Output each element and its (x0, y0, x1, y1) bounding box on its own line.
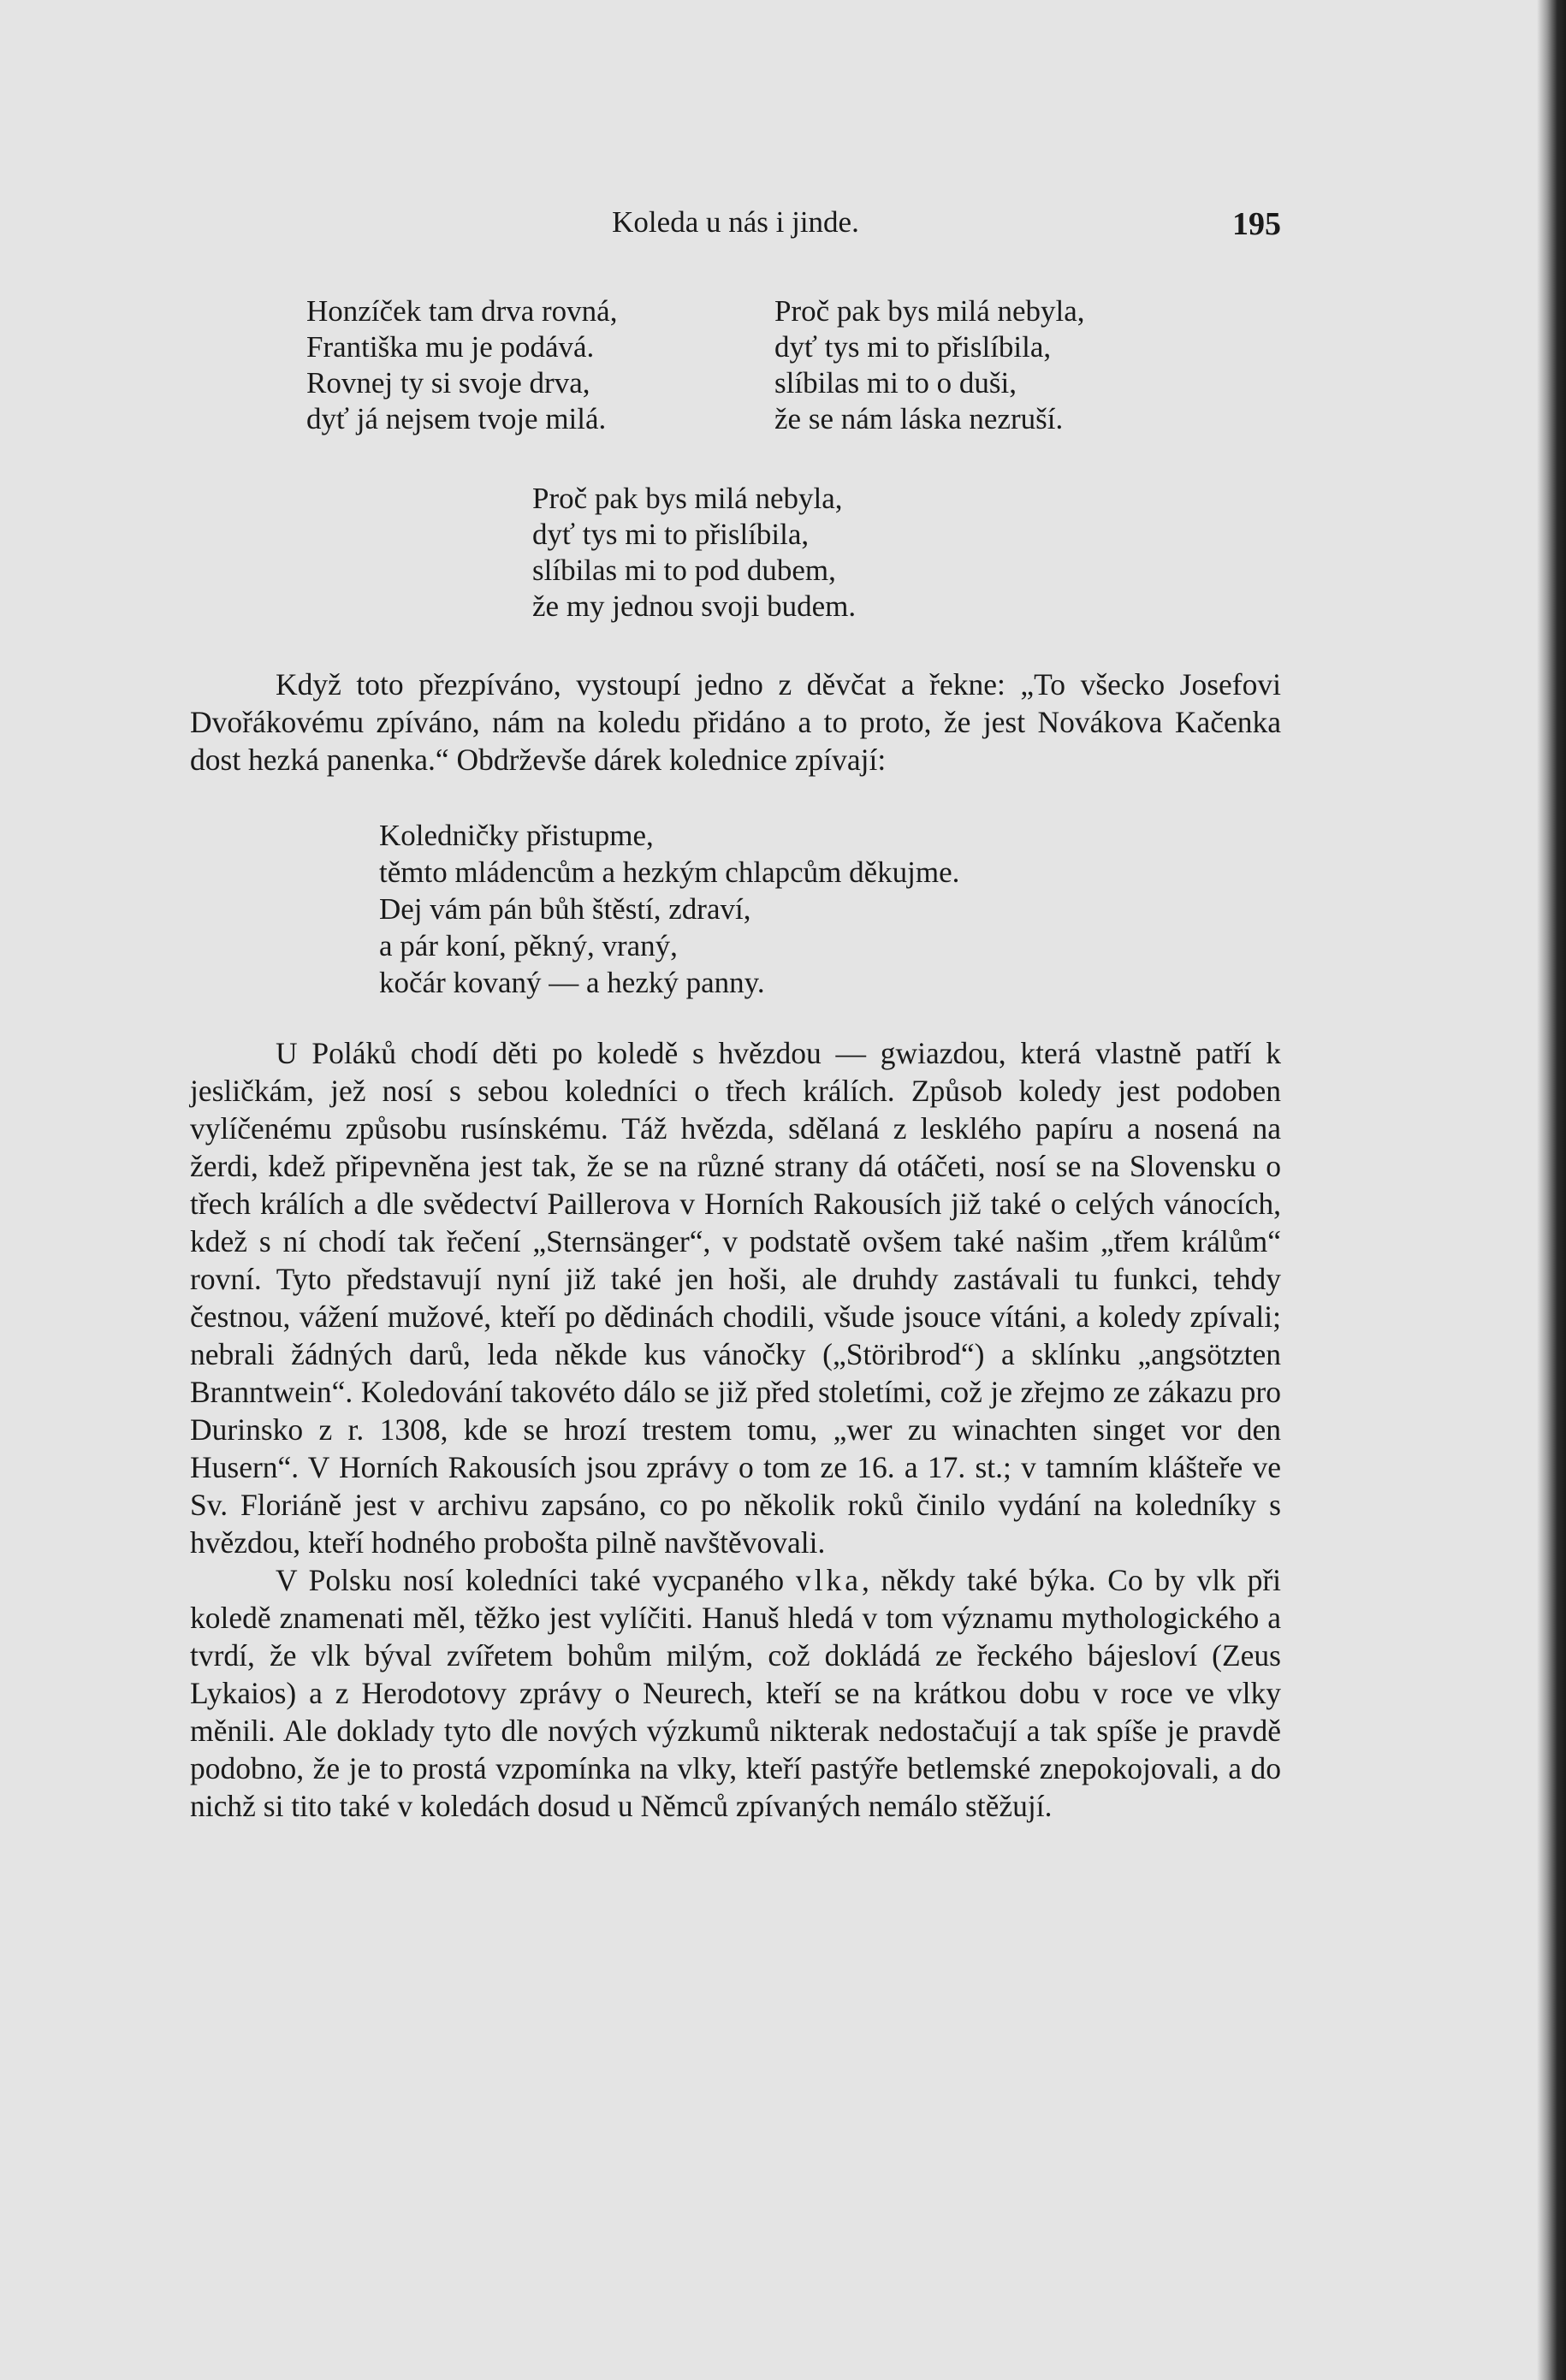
paragraph-1-block (190, 666, 1281, 779)
paragraph-3-rest: , někdy také býka. Co by vlk při koledě znamenati měl, těžko jest vylíčiti. Hanuš hledá v tom významu mythologického a tvrdí, že vlk býval zvířetem bohům milým, což dokládá ze řeckého bájesloví (Zeus Lykaios) a z Herodotovy zprávy o Neurech, kteří se na krátkou dobu v roce ve vlky měnili. Ale doklady tyto dle nových výzkumů nikterak nedostačují a tak spíše je pravdě podobno, že je to prostá vzpomínka na vlky, kteří pastýře betlemské znepokojovali, a do nichž si tito také v koledách dosud u Němců zpívaných nemálo stěžují. (190, 1563, 1282, 1823)
verse-1-right (774, 293, 1085, 437)
running-header (190, 205, 1281, 248)
emphasis-vlka: vlka (795, 1563, 862, 1597)
scan-edge-shadow (1537, 0, 1566, 2380)
verse-line: Koledničky přistupme, (379, 819, 654, 852)
verse-line: těmto mládencům a hezkým chlapcům děkujme. (379, 855, 960, 889)
verse-line: Honzíček tam drva rovná, (306, 294, 618, 328)
verse-line: Dej vám pán bůh štěstí, zdraví, (379, 892, 751, 926)
page-number: 195 (1232, 206, 1281, 242)
verse-line: dyť tys mi to přislíbila, (532, 518, 810, 551)
verse-line: Rovnej ty si svoje drva, (306, 366, 590, 400)
verse-line: Proč pak bys milá nebyla, (532, 482, 843, 515)
verse-line: kočár kovaný — a hezký panny. (379, 966, 765, 999)
paragraph-3 (190, 1561, 1281, 1825)
header-title: Koleda u nás i jinde. (612, 205, 859, 239)
paragraph-2: U Poláků chodí děti po koledě s hvězdou — gwiazdou, která vlastně patří k jesličkám, jež nosí s sebou koledníci o třech králích. Způsob koledy jest podoben vylíčenému způsobu rusínskému. Táž hvězda, sdělaná z lesklého papíru a nosená na žerdi, kdež připevněna jest tak, že se na různé strany dá otáčeti, nosí se na Slovensku o třech králích a dle svědectví Paillerova v Horních Rakousích již také o celých vánocích, kdež s ní chodí tak řečení „Sternsänger“, v podstatě ovšem také našim „třem králům“ rovní. Tyto představují nyní již také jen hoši, ale druhdy zastávali tu funkci, tehdy čestnou, vážení mužové, kteří po dědinách chodili, všude jsouce vítáni, a koledy zpívali; nebrali žádných darů, leda někde kus vánočky („Störibrod“) a sklínku „angsötzten Branntwein“. Koledování takovéto dálo se již před stoletími, což je zřejmo ze zákazu pro Durinsko z r. 1308, kde se hrozí trestem tomu, „wer zu winachten singet vor den Husern“. V Horních Rakousích jsou zprávy o tom ze 16. a 17. st.; v tamním klášteře ve Sv. Floriáně jest v archivu zapsáno, co po několik roků činilo vydání na koledníky s hvězdou, kteří hodného probošta pilně navštěvovali. (190, 1036, 1281, 1560)
paragraph-3-start: V Polsku nosí koledníci také vycpaného (276, 1563, 785, 1597)
verse-1-left (306, 293, 617, 437)
verse-2 (532, 481, 856, 625)
verse-line: slíbilas mi to pod dubem, (532, 554, 836, 587)
verse-line: že se nám láska nezruší. (774, 402, 1064, 435)
verse-line: slíbilas mi to o duši, (774, 366, 1017, 400)
verse-line: dyť tys mi to přislíbila, (774, 330, 1052, 364)
verse-3 (379, 817, 959, 1001)
verse-line: Františka mu je podává. (306, 330, 595, 364)
paragraph-1: Když toto přezpíváno, vystoupí jedno z děvčat a řekne: „To všecko Josefovi Dvořákovému zpíváno, nám na koledu přidáno a to proto, že jest Novákova Kačenka dost hezká panenka.“ Obdrževše dárek kolednice zpívají: (190, 667, 1281, 777)
verse-line: dyť já nejsem tvoje milá. (306, 402, 607, 435)
verse-line: Proč pak bys milá nebyla, (774, 294, 1085, 328)
verse-line: a pár koní, pěkný, vraný, (379, 929, 678, 962)
body-text (190, 1034, 1281, 1825)
verse-line: že my jednou svoji budem. (532, 589, 857, 623)
